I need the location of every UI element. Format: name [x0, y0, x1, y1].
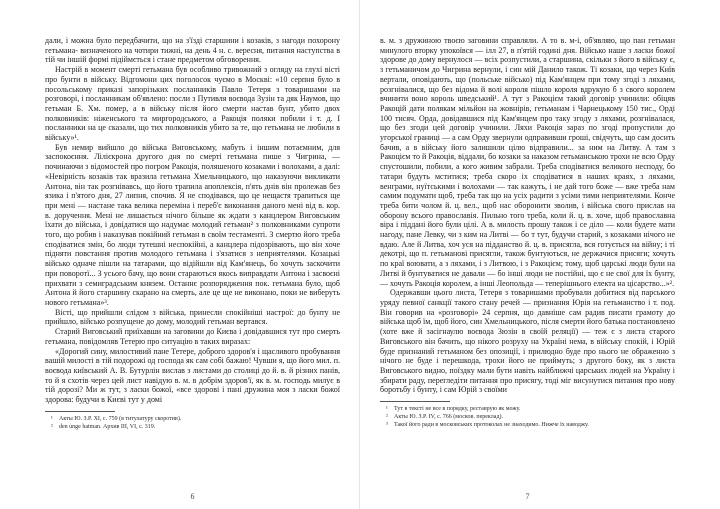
paragraph: Одержавши цього листа, Тетеря з товаришами пробували добитися від парського уряду певної санкції такого стану речей — признання Юрія на гетьманство і т. под. Він говорив на «розговорі» 24 серпня, що давніше сам радив писати грамоту до війська щоб їм, щоб його, син Хмельницького, після смерти його батька постановлено (хоте вже й засігнаулю воєвода Зюзін в своїй реляції) — теж є з листа старого Виговського він бачить, що нікого розруху на Україні нема, в війську спокій, і Юрій буде признаний гетьманом без опозиції, і прилюдно буде про нього не ображенно з нічого не буде і перешкода, трохи його не приймуть; з другого боку, як з листа Виговського видно, поїздку мали бути навіть найближчі царських людей на Україну і збирати раду, перегледіти питання про присягу, тоді міг висунутися питання про нову боротьбу і бунту, і сам Юрій з своїми	[380, 288, 675, 395]
footnote-text: den unge hatman. Архив III, VI, с. 319.	[59, 423, 156, 430]
right-page	[360, 0, 720, 509]
footnote	[45, 415, 340, 423]
footnote-text: Акты Ю. З.Р. XI, с. 759 (в титулатуру скоротив).	[59, 415, 182, 422]
paragraph: в. м. з дружиною твоєю заговини справляли. А то в. м-і, об'являю, що пан гетьман минулого вторку упокоївся — ілл 27, в п'ятій годині дня. Військо наше з ласки божої здорове до дому вернулося — всіх розпустили, а старшина, скільки з його в війську є, з гетьманичом до Чигрина вернули, і син мій Данило також. Ті козаки, що через Київ вертали, оповідають, що (польське військо) під Кам'янцем при тому згоді з ляхами, розгнівалися, що без відома й волі короля пішло короля вдрукую б з свого королем вчинити воно король шведський¹. А тут з Ракоцієм такий договір учинили: обіцяв Ракоцій дати полякам мільйон на жовнірів, гетьманам і Чарнецькому 150 тис., Орді 100 тисяч. Орда, довідавшися під Кам'янцем про таку згоду з ляхами, розгнівалася, що без згоди цей договір учинили. Ляхи Ракоція зараз по згоді пропустили до угорської границі — а сам Орду звернули одправивши гроші, свідчуть, що сам досить бачив, а в війську його залишили цілю відправили... за ним на Литву. А там з Ракоцієм то й Ракоція, віддали, бо козаки за наказом гетьманською трохи не всю Орду спустошили, побили, а кого живим забрали. Треба сподіватися великого несподу, бо татари будуть мститися; треба скоро іх сподіватися в наших краях, з ляхами, венграми, нуїтськими і волохами — так кажуть, і не дай того боже — вже треба нам самим подумати щоб, треба так що на усіх радити з усіми тими неприятелями. Конче треба бити чолом й. ц. вел., щоб нас оборонити зволив, і війська свого прислав на оборону всього православія. Пильно того треба, коли й. ц. в. хоче, щоб православна віра і піддані його були цілі. А в. милость прошу також і се діло — коли будете мати нагоду, пане Левку, чи з ким на Литві — бо т тут, будучи старий, з козаками нічого не вдаю. Але й Литва, хоч уся на підданство й. ц. в. присягла, вся готується на війну; і ті декотрі, що п. гетьманові присягли, також бунтуються, не держачися присяги; хочуть по краї воювати, а з ляхами, і з Литвою, і з Ракоцієм; тому, щоб царські люди були на Литві й бунтуватися не давали — бо інші люди не постійні, що є не свої для їх бунту, — хочуть Ракоція королем, а інші Леопольда — теперішнього електа на цісарство...»².	[380, 36, 675, 288]
footnote-number: ³	[386, 422, 388, 429]
paragraph: Вісті, що прийшли слідом з війська, принесли спокійніші настрої: до бунту не прийшло, військо розпущене до дому, молодий гетьман вертався.	[45, 307, 340, 327]
paragraph: дали, і можна було передбачити, що на з'їзді старшини і козаків, з нагоди похорону гетьмана- визначеного на чотири тижні, на день 4 н. с. вересня, питання наступства в тій чи іншій формі підіймється і стане предметом обговорення.	[45, 36, 340, 65]
left-page-body	[45, 36, 340, 405]
footnote	[380, 413, 675, 421]
footnote-number: ¹	[51, 415, 53, 422]
footnote-text: Такої його ради в московських протоколах не знаходимо. Нижче їх наводжу.	[394, 422, 589, 429]
left-page-footnotes	[45, 415, 340, 431]
footnote-rule	[45, 411, 115, 412]
footnote-number: ²	[51, 423, 53, 430]
footnote-text: Акты Ю. З.Р. IV, с. 766 (москов. переклад).	[394, 414, 504, 421]
footnote	[380, 405, 675, 413]
paragraph: Старий Виговський приїхавши на заговини до Києва і довідавшися тут про смерть гетьмана, повідомляв Тетерю про ситуацію в таких виразах:	[45, 327, 340, 346]
footnote-number: ²	[386, 414, 388, 421]
page-number: 6	[190, 492, 195, 501]
footnote-rule	[380, 401, 450, 402]
footnote	[45, 423, 340, 431]
footnote	[380, 421, 675, 429]
page-number: 7	[525, 492, 530, 501]
paragraph: «Дорогий сину, милостивий пане Тетере, доброго здоров'я і щасливого пробування вашій милості в тій подорожі од господа як сам собі бажаю! Чувши я, що його мил. п. воєвода київський А. В. Бутурлін вислав з листами до столиці до й. в. й різних панів, то й я схотів через цей лист навідую в. м. в добрім здоров'ї, як в. м. господь милує в тій дорозі? Ми ж тут, з ласки божої, «все здорові і пані дружина моя з ласки божої здорова: будучи в Києві тут у домі	[45, 346, 340, 405]
footnote-text: Тут в тексті не все в порядку, реставрую як можу.	[394, 406, 521, 413]
footnote-number: ¹	[386, 406, 388, 413]
right-page-footnotes	[380, 405, 675, 430]
paragraph: Настрій в момент смерті гетьмана був особливо тривожний з огляду на глухі вісті про бунти в війську. Відгомони цих поголосок чуємо в Москві: «10 серпня було в посольському приказі запорізьких посланників Павло Тетеря з товаришами на розговорі, і посланникам об'явлено: посли з Путивля воєвода Зузін та дяк Наумов, що гетьман Б. Хм. помер, а в війську після його смерти настав бунт, убито двох полковників: ніженського та миргородського, а Ракоція поляки побили і т. д. І посланники на це сказали, що тих полковників убито за те, що гетьмана не любили в війську»¹.	[45, 65, 340, 143]
paragraph: Був немир вийшло до війська Виговському, мабуть і іншим потаємним, для заспокоєння. Лілієкрона другого дня по смерті гетьмана пише з Чигрина, — починаючи з відомостей про погром Ракоція, поляшеного козаками і волохами, а далі: «Невірність козаків так вразила гетьмана Хмельницького, що наказуючи викликати Антона, він так розгнівавсь, що його трапила апоплексія, п'ять днів він пролежав без язика і п'ятого дня, 27 липня, спочив. Я не сподівався, що це нещастя трапиться ще при мені — настане така велика переміна і переб'є виконання даного мені від в. кор. в. доручення. Мені не лишається нічого більше як ждати з канцлером Виговським їхати до війська, і довідатися що надумає молодий гетьман² з полковниками супроти того, що робив і наказував покійний гетьман в своїм тестаменті. З смертю його треба сподіватися змін, бо люди тутешні неспокійні, а канцлера підозрівають, що він хоче підняти повстання против молодого гетьмана і з'язатися з неприятелями. Козацькі військо одначе пішли на татарами, що відійшли від Кам'янець, бо хочуть заскочити при поворотї... З усього бачу, що вони стараються якось виправдати Антона і засвоєні прихвати з семиградським князем. Останнє розпорядження пок. гетьмана було, щоб Антона й його старшину скарано на смерть, але це ще не виконано, поки не виберуть нового гетьмана»³.	[45, 142, 340, 307]
right-page-body	[380, 36, 675, 395]
